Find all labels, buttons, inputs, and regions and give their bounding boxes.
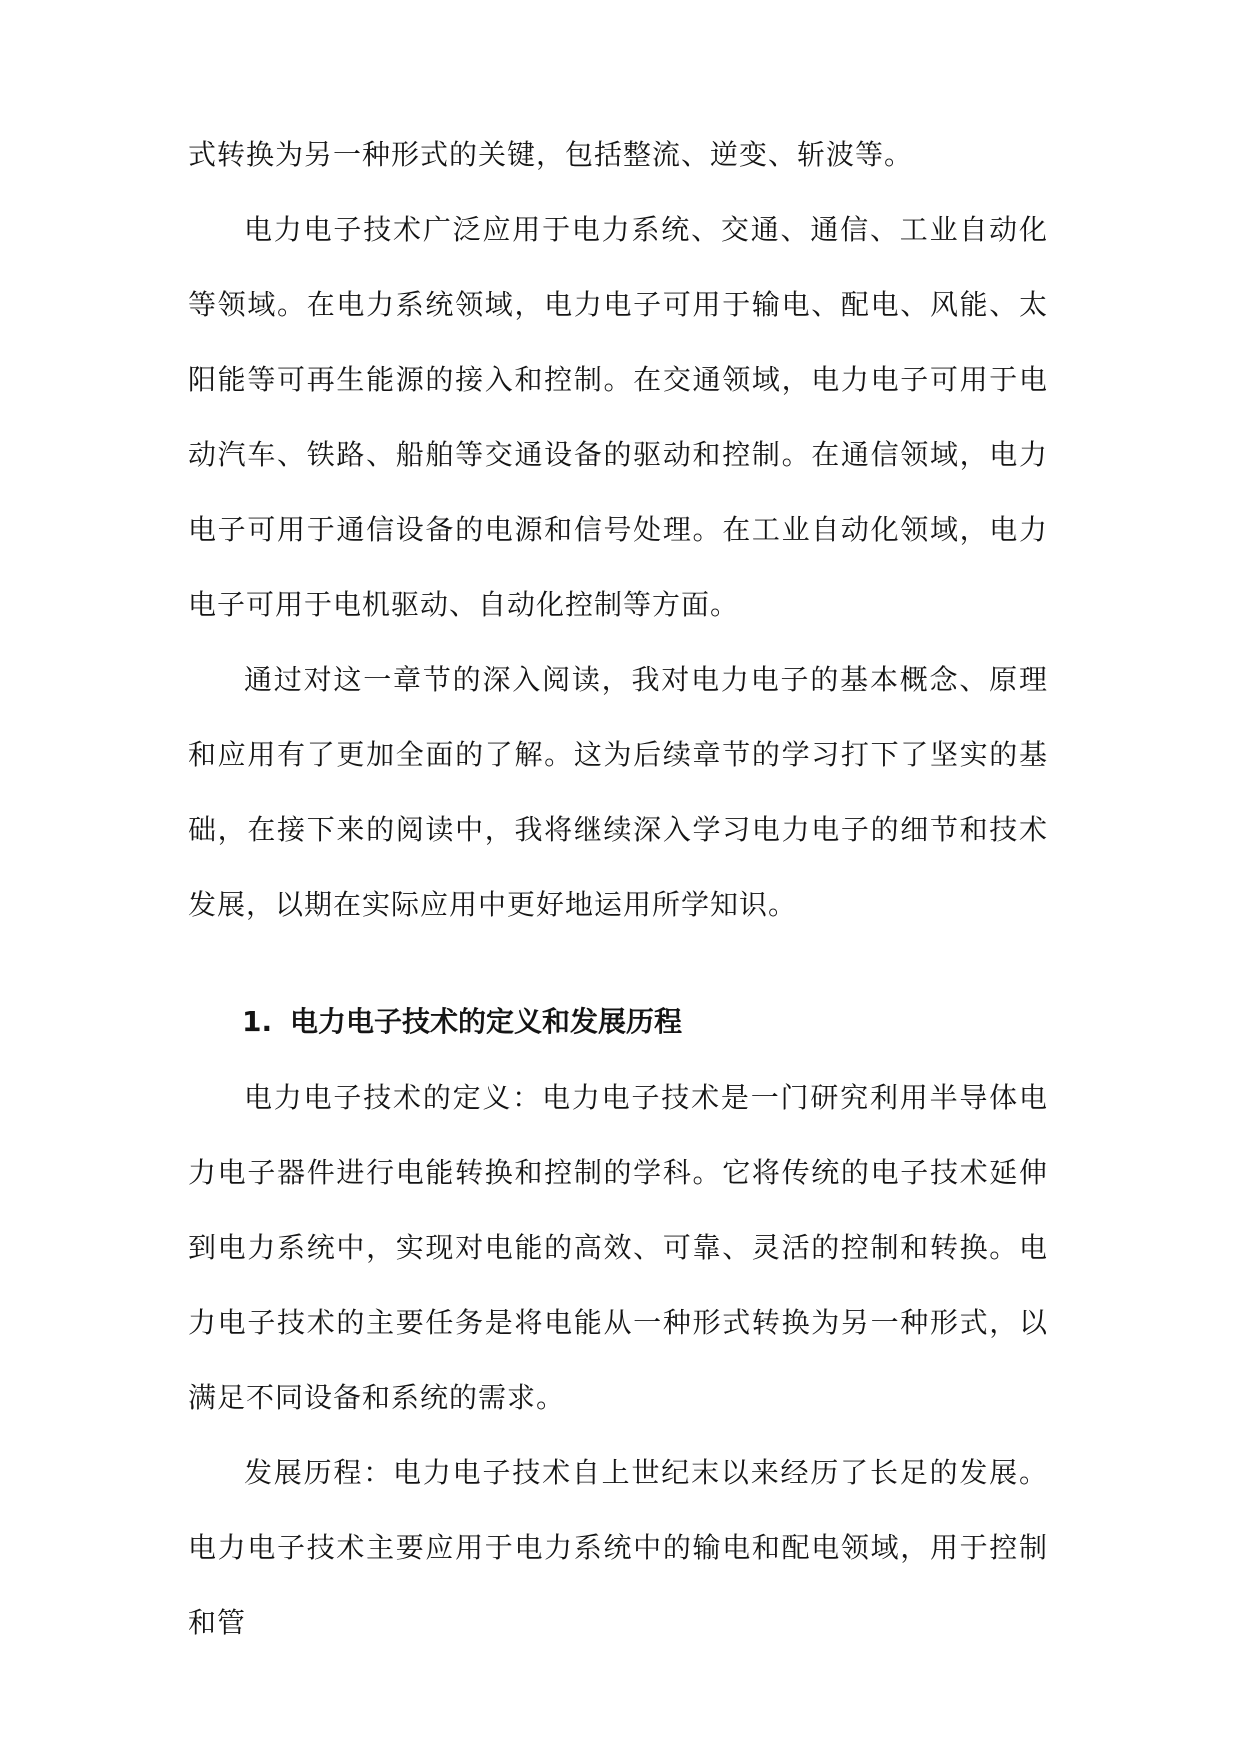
body-text-lower	[188, 1060, 1048, 1660]
section-number: 1.	[242, 1005, 273, 1038]
paragraph-reading-summary: 通过对这一章节的深入阅读，我对电力电子的基本概念、原理和应用有了更加全面的了解。这为后续章节的学习打下了坚实的基础，在接下来的阅读中，我将继续深入学习电力电子的细节和技术发展，以期在实际应用中更好地运用所学知识。	[188, 663, 1048, 921]
section-title: 电力电子技术的定义和发展历程	[290, 1005, 683, 1038]
paragraph-definition: 电力电子技术的定义：电力电子技术是一门研究利用半导体电力电子器件进行电能转换和控制的学科。它将传统的电子技术延伸到电力系统中，实现对电能的高效、可靠、灵活的控制和转换。电力电子技术的主要任务是将电能从一种形式转换为另一种形式，以满足不同设备和系统的需求。	[188, 1081, 1048, 1414]
paragraph-continuation: 式转换为另一种形式的关键，包括整流、逆变、斩波等。	[188, 138, 914, 171]
paragraph-applications: 电力电子技术广泛应用于电力系统、交通、通信、工业自动化等领域。在电力系统领域，电力电子可用于输电、配电、风能、太阳能等可再生能源的接入和控制。在交通领域，电力电子可用于电动汽车、铁路、船舶等交通设备的驱动和控制。在通信领域，电力电子可用于通信设备的电源和信号处理。在工业自动化领域，电力电子可用于电机驱动、自动化控制等方面。	[188, 213, 1048, 621]
section-heading	[242, 1002, 1042, 1042]
paragraph-history: 发展历程：电力电子技术自上世纪末以来经历了长足的发展。电力电子技术主要应用于电力系统中的输电和配电领域，用于控制和管	[188, 1456, 1048, 1639]
body-text-upper	[188, 117, 1048, 942]
